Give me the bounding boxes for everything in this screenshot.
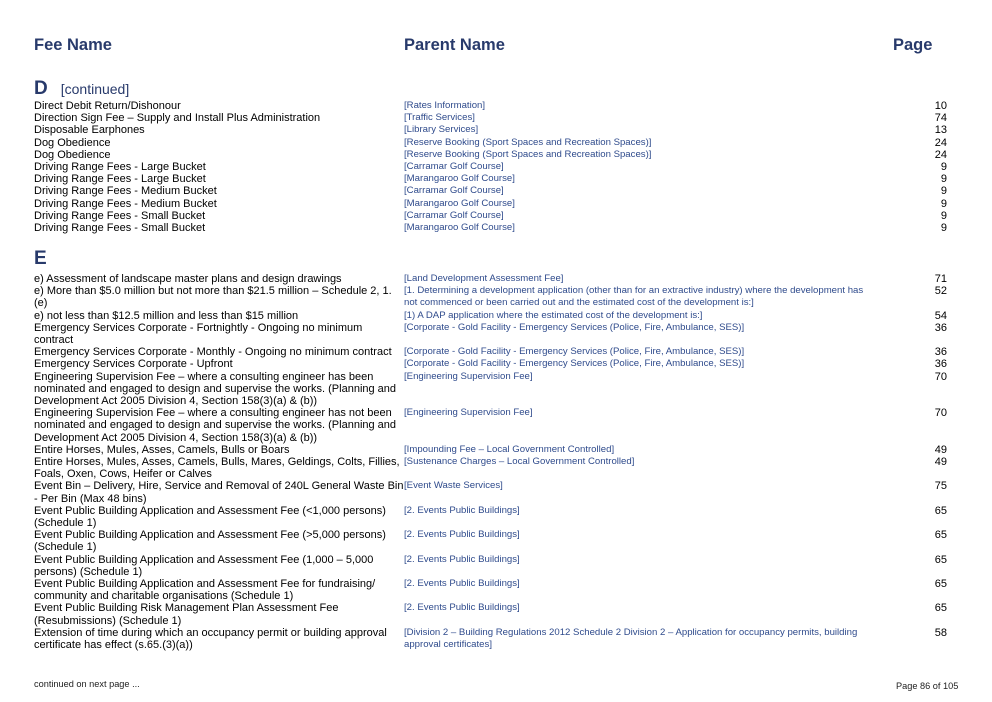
page-ref: 49 [934,443,947,456]
parent-name: [Engineering Supervision Fee] [404,370,533,382]
page-ref: 65 [934,578,947,591]
page-ref: 54 [934,309,947,322]
parent-name: [Sustenance Charges – Local Government Controlled] [404,456,635,468]
fee-name: Event Public Building Risk Management Plan Assessment Fee (Resubmissions) (Schedule 1) [34,602,339,627]
fee-name: Disposable Earphones [34,124,145,137]
fee-list [34,100,962,234]
fee-name: Event Public Building Application and Assessment Fee (<1,000 persons) (Schedule 1) [34,504,386,530]
page-ref: 65 [934,504,947,517]
page-number: Page 86 of 105 [896,681,959,691]
page-ref: 75 [934,480,947,493]
page-ref: 9 [940,173,947,186]
parent-name: [Corporate - Gold Facility - Emergency Services (Police, Fire, Ambulance, SES)] [404,346,745,358]
page-ref: 74 [934,112,947,125]
column-header-page: Page [893,36,933,54]
fee-row [34,529,962,553]
fee-row [34,480,962,504]
page-ref: 10 [934,100,947,112]
parent-name: [2. Events Public Buildings] [404,553,520,565]
parent-name: [Traffic Services] [404,112,475,124]
fee-name: Dog Obedience [34,148,111,161]
parent-name: [Land Development Assessment Fee] [404,273,564,284]
fee-row [34,310,962,322]
fee-row [34,137,962,149]
parent-name: [Carramar Golf Course] [404,185,504,197]
fee-row [34,210,962,222]
fee-name: e) not less than $12.5 million and less than $15 million [34,309,299,322]
fee-row [34,602,962,626]
fee-name: Event Public Building Application and Assessment Fee (>5,000 persons) (Schedule 1) [34,529,386,554]
parent-name: [2. Events Public Buildings] [404,578,520,590]
section-d [34,78,962,234]
parent-name: [1) A DAP application where the estimated cost of the development is:] [404,309,703,321]
fee-row [34,149,962,161]
fee-name: Extension of time during which an occupancy permit or building approval certificate has effect (s.65.(3)(a)) [34,626,387,652]
fee-row [34,273,962,285]
fee-name: Event Public Building Application and Assessment Fee (1,000 – 5,000 persons) (Schedule 1) [34,553,374,578]
fee-name: Driving Range Fees - Large Bucket [34,161,206,174]
page-ref: 65 [934,553,947,566]
parent-name: [Marangaroo Golf Course] [404,197,515,209]
fee-row [34,112,962,124]
page-ref: 71 [934,273,947,285]
fee-name: e) Assessment of landscape master plans and design drawings [34,273,342,285]
parent-name: [Division 2 – Building Regulations 2012 Schedule 2 Division 2 – Application for occupancy permits, building approval certificates] [404,626,858,651]
fee-row [34,185,962,197]
section-letter: E [34,248,47,269]
page-ref: 36 [934,321,947,334]
fee-name: Emergency Services Corporate - Upfront [34,358,233,371]
fee-name: Entire Horses, Mules, Asses, Camels, Bulls or Boars [34,443,290,456]
parent-name: [Impounding Fee – Local Government Controlled] [404,443,615,455]
parent-name: [1. Determining a development application (other than for an extractive industry) where the development has not commenced or been carried out and the estimated cost of the development is:] [404,285,864,309]
page-ref: 9 [940,222,947,235]
fee-name: Engineering Supervision Fee – where a consulting engineer has not been nominated and engaged to design and supervise the works. (Planning and Development Act 2005 Division 4, Section 158(3)(a) & (b)) [34,407,397,444]
page-ref: 52 [934,285,947,298]
page-ref: 24 [934,148,947,161]
fee-name: Driving Range Fees - Small Bucket [34,222,206,235]
parent-name: [Reserve Booking (Sport Spaces and Recreation Spaces)] [404,136,652,148]
page-ref: 9 [940,161,947,174]
section-letter: D [34,78,48,99]
fee-row [34,173,962,185]
fee-row [34,358,962,370]
parent-name: [2. Events Public Buildings] [404,529,520,541]
fee-name: Emergency Services Corporate - Fortnightly - Ongoing no minimum contract [34,321,363,347]
fee-row [34,322,962,346]
column-header-fee-name: Fee Name [34,36,112,54]
page-ref: 9 [940,209,947,222]
fee-row [34,285,962,309]
fee-name: Driving Range Fees - Large Bucket [34,173,206,186]
fee-row [34,444,962,456]
parent-name: [Carramar Golf Course] [404,161,504,173]
parent-name: [Corporate - Gold Facility - Emergency Services (Police, Fire, Ambulance, SES)] [404,321,745,333]
parent-name: [2. Events Public Buildings] [404,602,520,614]
fee-name: Emergency Services Corporate - Monthly - Ongoing no minimum contract [34,346,392,359]
fee-row [34,505,962,529]
fee-row [34,407,962,444]
parent-name: [Marangaroo Golf Course] [404,173,515,185]
fee-row [34,371,962,408]
fee-name: Direction Sign Fee – Supply and Install Plus Administration [34,112,321,125]
fee-row [34,456,962,480]
parent-name: [Carramar Golf Course] [404,209,504,221]
continued-label: [continued] [60,81,130,97]
page-ref: 9 [940,197,947,210]
parent-name: [2. Events Public Buildings] [404,504,520,516]
fee-name: Event Public Building Application and Assessment Fee for fundraising/ community and charitable organisations (Schedule 1) [34,578,376,603]
fee-row [34,627,962,651]
fee-name: Dog Obedience [34,136,111,149]
page-ref: 70 [934,370,947,383]
fee-row [34,554,962,578]
page-ref: 24 [934,136,947,149]
page-ref: 36 [934,358,947,371]
fee-name: e) More than $5.0 million but not more than $21.5 million – Schedule 2, 1.(e) [34,285,392,310]
parent-name: [Library Services] [404,124,479,136]
page-ref: 58 [934,626,947,639]
parent-name: [Event Waste Services] [404,480,503,492]
page-ref: 65 [934,529,947,542]
fee-row [34,161,962,173]
fee-name: Driving Range Fees - Medium Bucket [34,197,217,210]
fee-name: Direct Debit Return/Dishonour [34,100,181,112]
parent-name: [Corporate - Gold Facility - Emergency Services (Police, Fire, Ambulance, SES)] [404,358,745,370]
page-ref: 65 [934,602,947,615]
fee-row [34,100,962,112]
fee-name: Driving Range Fees - Medium Bucket [34,185,217,198]
column-header-parent-name: Parent Name [404,36,505,54]
parent-name: [Engineering Supervision Fee] [404,407,533,419]
fee-row [34,222,962,234]
fee-row [34,198,962,210]
fee-row [34,346,962,358]
fee-name: Event Bin – Delivery, Hire, Service and Removal of 240L General Waste Bin - Per Bin (Max 48 bins) [34,480,404,505]
fee-name: Driving Range Fees - Small Bucket [34,209,206,222]
fee-list [34,273,962,651]
parent-name: [Rates Information] [404,100,486,111]
page-ref: 13 [934,124,947,137]
parent-name: [Marangaroo Golf Course] [404,222,515,234]
fee-name: Engineering Supervision Fee – where a consulting engineer has been nominated and engaged to design and supervise the works. (Planning and Development Act 2005 Division 4, Section 158(3)(a) & (b)) [34,370,397,408]
parent-name: [Reserve Booking (Sport Spaces and Recreation Spaces)] [404,148,652,160]
page-ref: 70 [934,407,947,420]
fee-row [34,578,962,602]
fee-name: Entire Horses, Mules, Asses, Camels, Bulls, Mares, Geldings, Colts, Fillies, Foals, Oxen, Cows, Heifer or Calves [34,456,400,481]
page-ref: 49 [934,456,947,469]
continued-footer: continued on next page ... [34,679,140,689]
section-e [34,248,962,651]
fee-row [34,124,962,136]
page-ref: 9 [940,185,947,198]
page-ref: 36 [934,346,947,359]
